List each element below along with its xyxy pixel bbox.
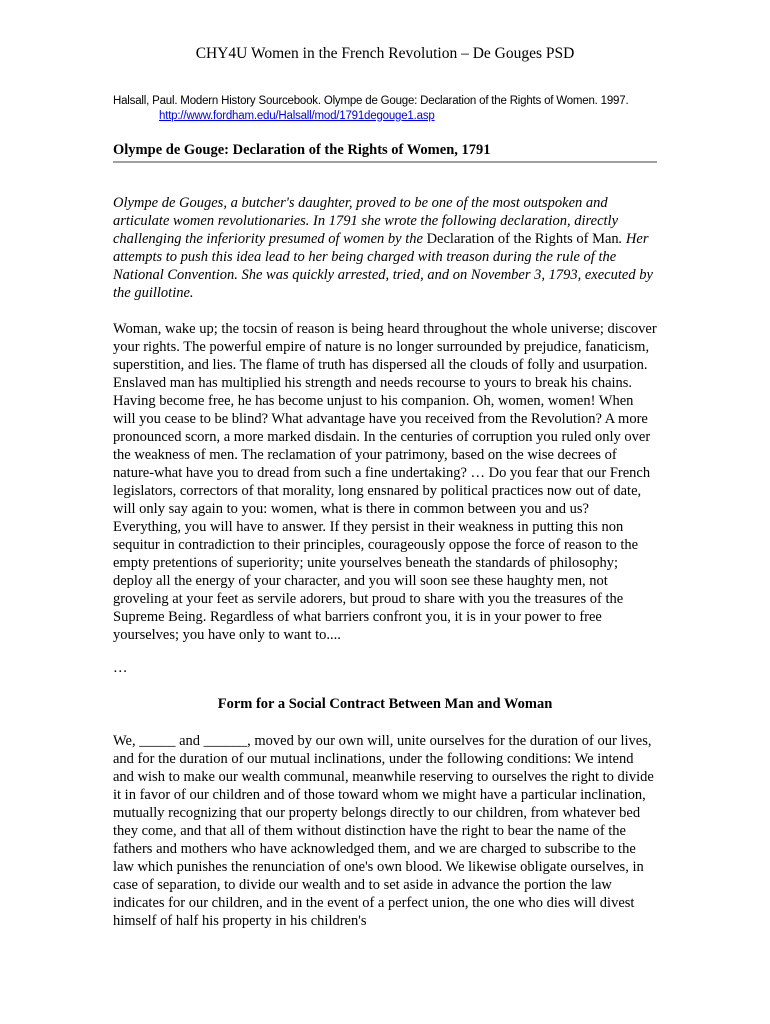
- social-contract-text: We, _____ and ______, moved by our own will, unite ourselves for the duration of our lives, and for the duration of our mutual inclinations, under the following conditions: We intend and wish to make our wealth communal, meanwhile reserving to ourselves the right to divide it in favor of our children and of those toward whom we might have a particular inclination, mutually recognizing that our property belongs directly to our children, from whatever bed they come, and that all of them without distinction have the right to bear the name of the fathers and mothers who have acknowledged them, and we are charged to subscribe to the law which punishes the renunciation of one's own blood. We likewise obligate ourselves, in case of separation, to divide our wealth and to set aside in advance the portion the law indicates for our children, and in the event of a perfect union, the one who dies will divest himself of half his property in his children's: [113, 733, 654, 929]
- page-header-title: CHY4U Women in the French Revolution – De Gouges PSD: [195, 45, 575, 62]
- intro-paragraph: [113, 194, 657, 302]
- section-title: Form for a Social Contract Between Man and Woman: [217, 696, 553, 712]
- intro-title-reference: Declaration of the Rights of Man: [426, 231, 619, 247]
- intro-text-part2: . Her attempts to push this idea lead to her being charged with treason during the rule of the National Convention. She was quickly arrested, tried, and on November 3, 1793, executed by the guillotine.: [113, 231, 653, 301]
- citation-link[interactable]: http://www.fordham.edu/Halsall/mod/1791degouge1.asp: [159, 109, 435, 122]
- citation-text: Halsall, Paul. Modern History Sourcebook. Olympe de Gouge: Declaration of the Rights of Women. 1997.: [113, 95, 629, 107]
- citation: [113, 94, 713, 123]
- ellipsis-separator: …: [113, 660, 128, 676]
- intro-text-part1: Olympe de Gouges, a butcher's daughter, proved to be one of the most outspoken and articulate women revolutionaries. In 1791 she wrote the following declaration, directly challenging the inferiority presumed of women by the: [113, 195, 619, 247]
- declaration-body: Woman, wake up; the tocsin of reason is being heard throughout the whole universe; discover your rights. The powerful empire of nature is no longer surrounded by prejudice, fanaticism, superstition, and lies. The flame of truth has dispersed all the clouds of folly and usurpation. Enslaved man has multiplied his strength and needs recourse to yours to break his chains. Having become free, he has become unjust to his companion. Oh, women, women! When will you cease to be blind? What advantage have you received from the Revolution? A more pronounced scorn, a more marked disdain. In the centuries of corruption you ruled only over the weakness of men. The reclamation of your patrimony, based on the wise decrees of nature-what have you to dread from such a fine undertaking? … Do you fear that our French legislators, correctors of that morality, long ensnared by political practices now out of date, will only say again to you: women, what is there in common between you and us? Everything, you will have to answer. If they persist in their weakness in putting this non sequitur in contradiction to their principles, courageously oppose the force of reason to the empty pretentions of superiority; unite yourselves beneath the standards of philosophy; deploy all the energy of your character, and you will soon see these haughty men, not groveling at your feet as servile adorers, but proud to share with you the treasures of the Supreme Being. Regardless of what barriers confront you, it is in your power to free yourselves; you have only to want to....: [113, 321, 657, 643]
- document-heading: Olympe de Gouge: Declaration of the Rights of Women, 1791: [113, 141, 657, 163]
